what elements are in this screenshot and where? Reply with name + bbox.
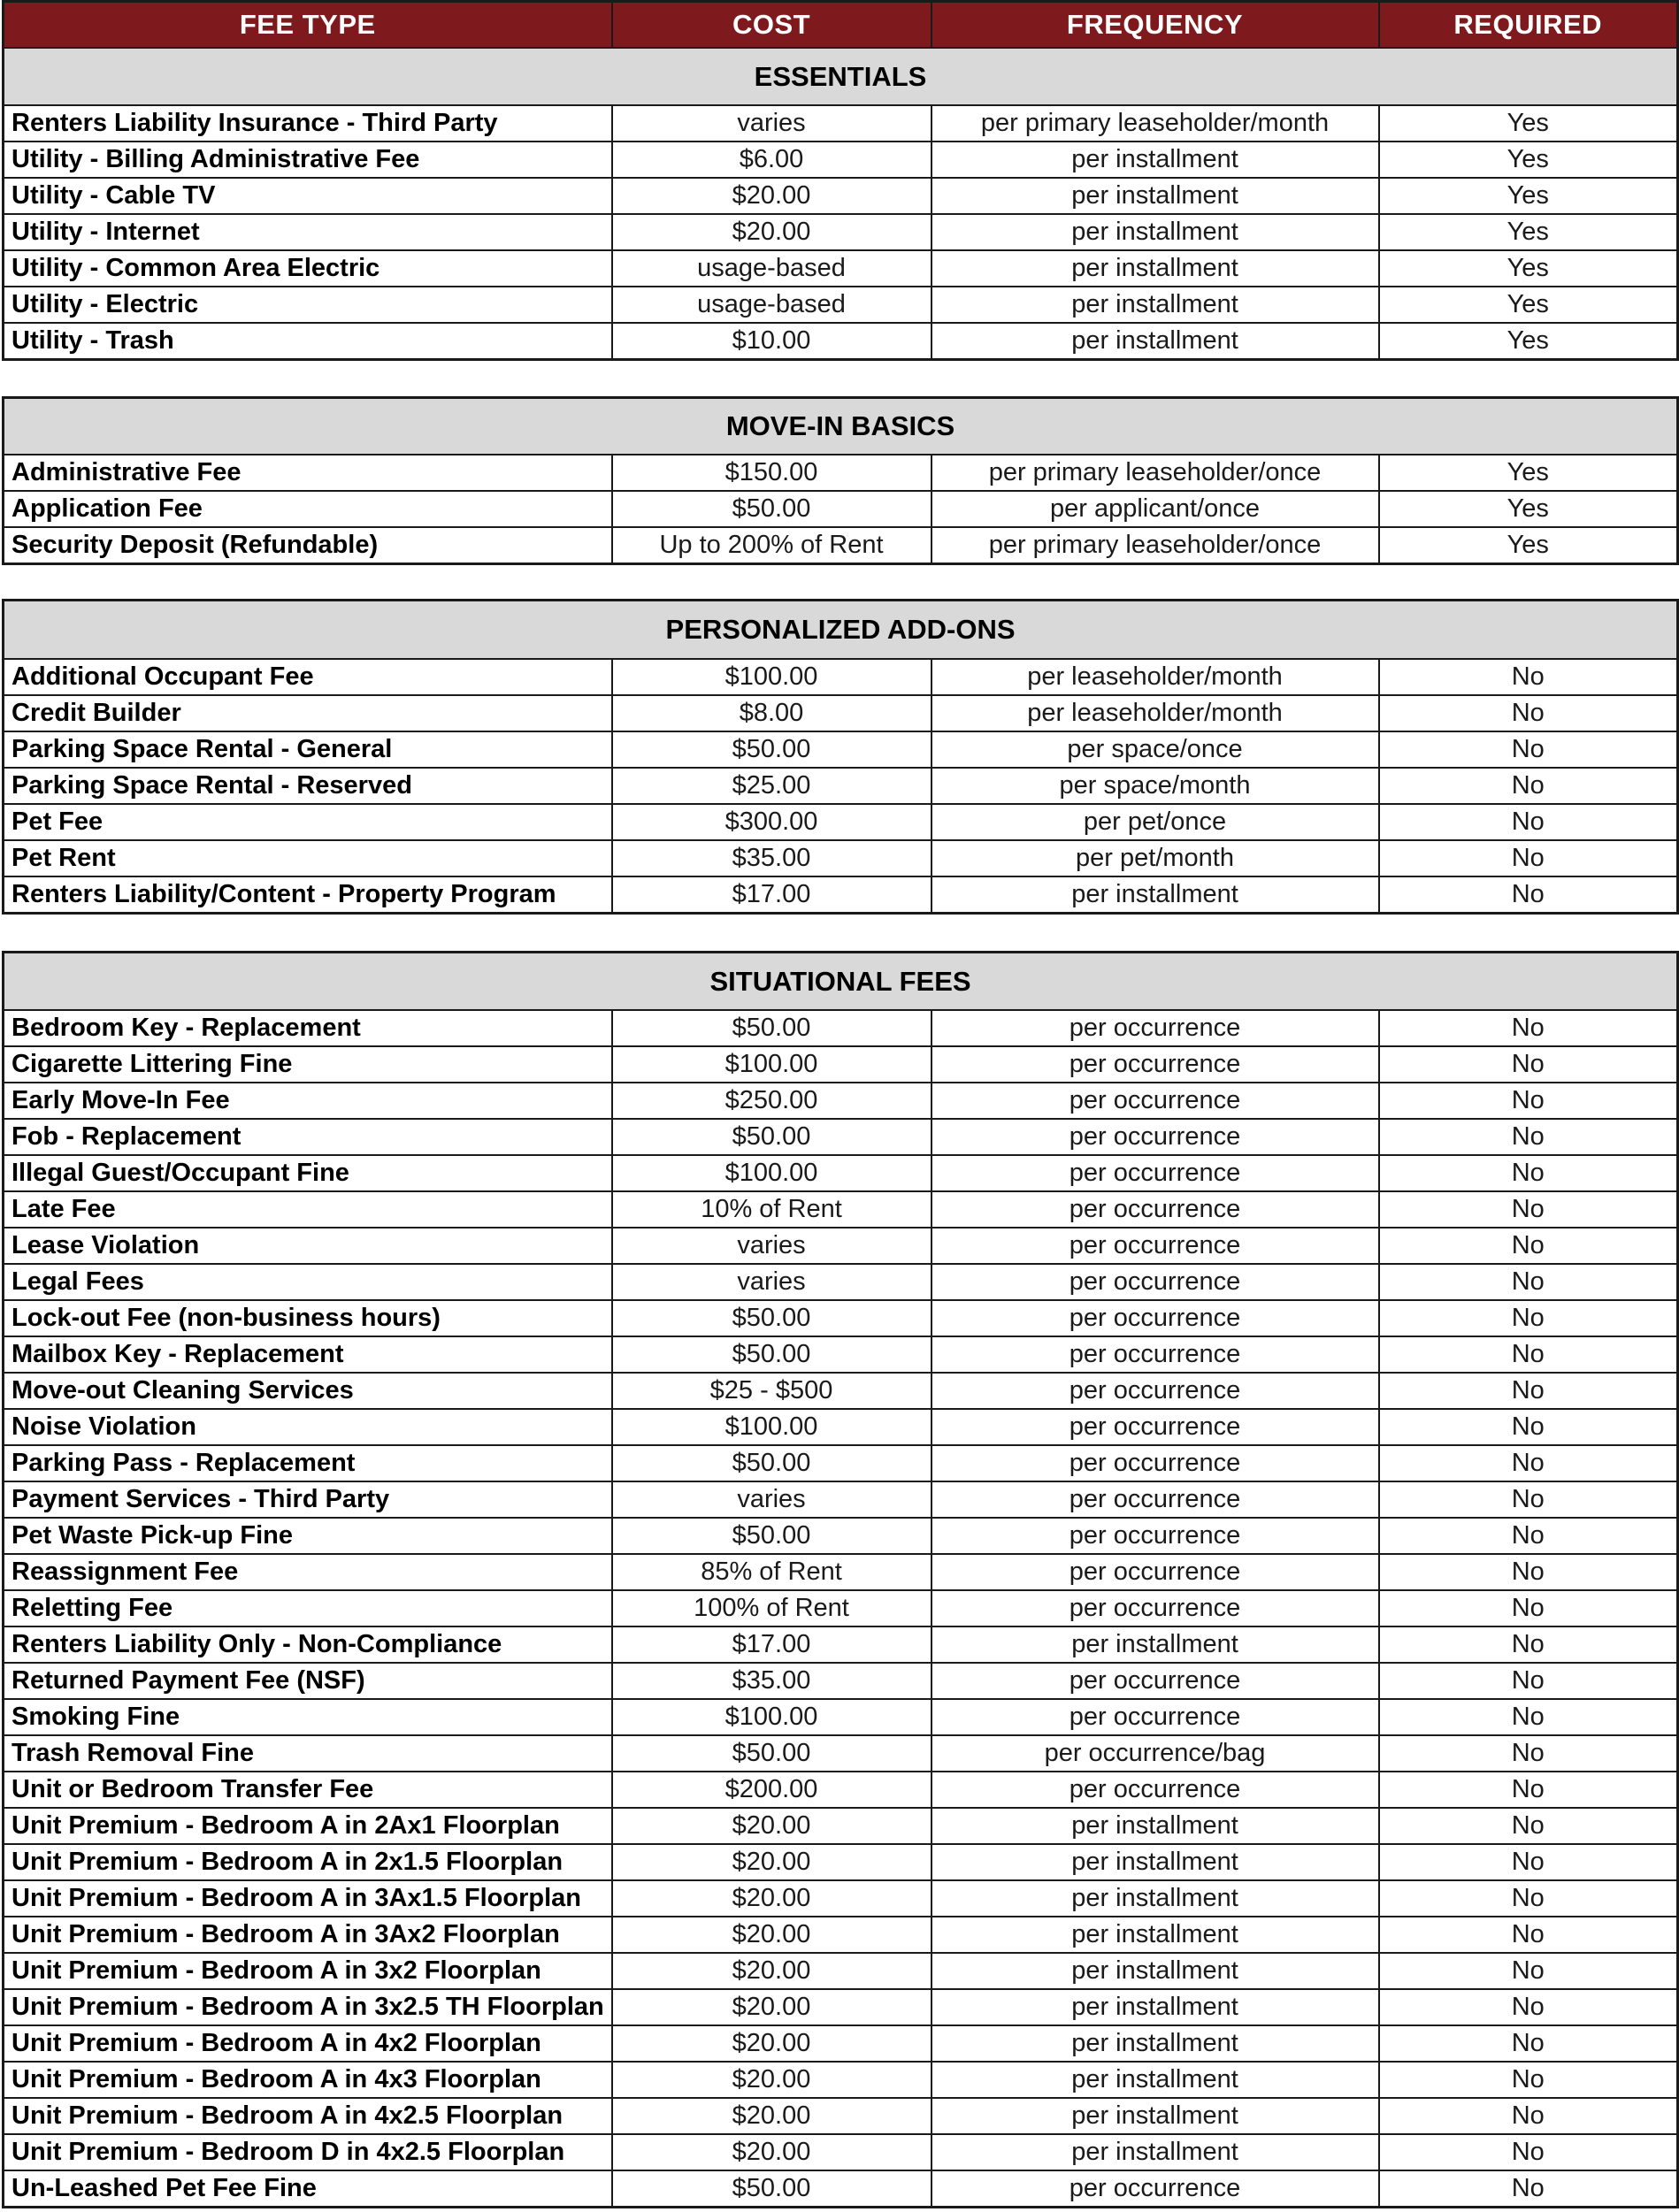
section-table-situational-fees bbox=[2, 951, 1679, 2208]
frequency-cell: per occurrence bbox=[932, 1046, 1379, 1083]
section-title: MOVE-IN BASICS bbox=[4, 398, 1678, 455]
required-cell: No bbox=[1379, 1481, 1678, 1518]
cost-cell: varies bbox=[612, 105, 932, 142]
frequency-cell: per installment bbox=[932, 2062, 1379, 2098]
cost-cell: $150.00 bbox=[612, 455, 932, 491]
fee-type-cell: Unit Premium - Bedroom A in 4x2.5 Floorplan bbox=[4, 2098, 612, 2134]
cost-cell: varies bbox=[612, 1264, 932, 1300]
fee-type-cell: Renters Liability Only - Non-Compliance bbox=[4, 1626, 612, 1663]
cost-cell: $50.00 bbox=[612, 491, 932, 527]
required-cell: No bbox=[1379, 1373, 1678, 1409]
section-title-row bbox=[4, 398, 1678, 455]
frequency-cell: per installment bbox=[932, 323, 1379, 360]
frequency-cell: per pet/once bbox=[932, 804, 1379, 840]
fee-type-cell: Pet Waste Pick-up Fine bbox=[4, 1518, 612, 1554]
section-rows bbox=[4, 455, 1678, 564]
section-title-row bbox=[4, 953, 1678, 1011]
frequency-cell: per occurrence bbox=[932, 1554, 1379, 1590]
fee-row bbox=[4, 491, 1678, 527]
fee-type-cell: Reletting Fee bbox=[4, 1590, 612, 1626]
frequency-cell: per installment bbox=[932, 1880, 1379, 1917]
frequency-cell: per occurrence bbox=[932, 1119, 1379, 1155]
fee-type-cell: Credit Builder bbox=[4, 695, 612, 731]
required-cell: Yes bbox=[1379, 214, 1678, 250]
fee-row bbox=[4, 1554, 1678, 1590]
cost-cell: Up to 200% of Rent bbox=[612, 527, 932, 564]
required-cell: No bbox=[1379, 1336, 1678, 1373]
fee-type-cell: Un-Leashed Pet Fee Fine bbox=[4, 2170, 612, 2208]
section-rows bbox=[4, 105, 1678, 360]
section-title: ESSENTIALS bbox=[4, 48, 1678, 105]
fee-row bbox=[4, 1191, 1678, 1228]
cost-cell: $20.00 bbox=[612, 1917, 932, 1953]
required-cell: No bbox=[1379, 768, 1678, 804]
cost-cell: $50.00 bbox=[612, 1300, 932, 1336]
frequency-cell: per installment bbox=[932, 287, 1379, 323]
required-cell: No bbox=[1379, 1590, 1678, 1626]
frequency-cell: per installment bbox=[932, 250, 1379, 287]
frequency-cell: per installment bbox=[932, 1917, 1379, 1953]
cost-cell: $300.00 bbox=[612, 804, 932, 840]
frequency-cell: per occurrence bbox=[932, 2170, 1379, 2208]
required-cell: No bbox=[1379, 1772, 1678, 1808]
required-cell: No bbox=[1379, 695, 1678, 731]
fee-row bbox=[4, 1844, 1678, 1880]
fee-type-cell: Legal Fees bbox=[4, 1264, 612, 1300]
fee-type-cell: Unit Premium - Bedroom A in 3Ax1.5 Floorplan bbox=[4, 1880, 612, 1917]
required-cell: Yes bbox=[1379, 105, 1678, 142]
frequency-cell: per installment bbox=[932, 1844, 1379, 1880]
fee-row bbox=[4, 250, 1678, 287]
cost-cell: usage-based bbox=[612, 287, 932, 323]
frequency-cell: per installment bbox=[932, 178, 1379, 214]
required-cell: No bbox=[1379, 1735, 1678, 1772]
fee-row bbox=[4, 527, 1678, 564]
frequency-cell: per installment bbox=[932, 2025, 1379, 2062]
header-frequency: FREQUENCY bbox=[932, 2, 1379, 49]
required-cell: No bbox=[1379, 2170, 1678, 2208]
frequency-cell: per installment bbox=[932, 214, 1379, 250]
fee-type-cell: Lock-out Fee (non-business hours) bbox=[4, 1300, 612, 1336]
fee-row bbox=[4, 1989, 1678, 2025]
fee-type-cell: Smoking Fine bbox=[4, 1699, 612, 1735]
frequency-cell: per occurrence bbox=[932, 1772, 1379, 1808]
fee-type-cell: Returned Payment Fee (NSF) bbox=[4, 1663, 612, 1699]
frequency-cell: per occurrence bbox=[932, 1699, 1379, 1735]
section-title-row bbox=[4, 601, 1678, 660]
fee-type-cell: Pet Rent bbox=[4, 840, 612, 876]
required-cell: No bbox=[1379, 1699, 1678, 1735]
column-header-row bbox=[4, 2, 1678, 49]
fee-type-cell: Application Fee bbox=[4, 491, 612, 527]
fee-type-cell: Unit Premium - Bedroom A in 3x2 Floorplan bbox=[4, 1953, 612, 1989]
fee-row bbox=[4, 1300, 1678, 1336]
required-cell: No bbox=[1379, 1119, 1678, 1155]
frequency-cell: per leaseholder/month bbox=[932, 695, 1379, 731]
cost-cell: $50.00 bbox=[612, 1336, 932, 1373]
fee-row bbox=[4, 1264, 1678, 1300]
fee-row bbox=[4, 1155, 1678, 1191]
required-cell: No bbox=[1379, 1844, 1678, 1880]
required-cell: No bbox=[1379, 1010, 1678, 1046]
fee-row bbox=[4, 455, 1678, 491]
fee-type-cell: Utility - Common Area Electric bbox=[4, 250, 612, 287]
fee-row bbox=[4, 287, 1678, 323]
cost-cell: $250.00 bbox=[612, 1083, 932, 1119]
fee-row bbox=[4, 1808, 1678, 1844]
required-cell: No bbox=[1379, 876, 1678, 914]
section-title: SITUATIONAL FEES bbox=[4, 953, 1678, 1011]
fee-row bbox=[4, 876, 1678, 914]
header-required: REQUIRED bbox=[1379, 2, 1678, 49]
fee-row bbox=[4, 804, 1678, 840]
cost-cell: $25.00 bbox=[612, 768, 932, 804]
frequency-cell: per primary leaseholder/once bbox=[932, 527, 1379, 564]
fee-row bbox=[4, 731, 1678, 768]
cost-cell: $50.00 bbox=[612, 2170, 932, 2208]
fee-row bbox=[4, 2134, 1678, 2170]
frequency-cell: per installment bbox=[932, 142, 1379, 178]
required-cell: Yes bbox=[1379, 287, 1678, 323]
required-cell: No bbox=[1379, 2025, 1678, 2062]
fee-type-cell: Fob - Replacement bbox=[4, 1119, 612, 1155]
frequency-cell: per occurrence bbox=[932, 1663, 1379, 1699]
fee-type-cell: Mailbox Key - Replacement bbox=[4, 1336, 612, 1373]
frequency-cell: per occurrence bbox=[932, 1155, 1379, 1191]
required-cell: No bbox=[1379, 1880, 1678, 1917]
required-cell: No bbox=[1379, 2098, 1678, 2134]
cost-cell: $100.00 bbox=[612, 1155, 932, 1191]
required-cell: Yes bbox=[1379, 455, 1678, 491]
fee-type-cell: Renters Liability Insurance - Third Party bbox=[4, 105, 612, 142]
fee-type-cell: Unit Premium - Bedroom A in 3Ax2 Floorplan bbox=[4, 1917, 612, 1953]
fee-type-cell: Security Deposit (Refundable) bbox=[4, 527, 612, 564]
frequency-cell: per occurrence bbox=[932, 1481, 1379, 1518]
fee-row bbox=[4, 1518, 1678, 1554]
frequency-cell: per applicant/once bbox=[932, 491, 1379, 527]
fee-type-cell: Unit Premium - Bedroom A in 3x2.5 TH Floorplan bbox=[4, 1989, 612, 2025]
required-cell: No bbox=[1379, 1155, 1678, 1191]
section-table-move-in-basics bbox=[2, 396, 1679, 565]
required-cell: No bbox=[1379, 804, 1678, 840]
required-cell: Yes bbox=[1379, 142, 1678, 178]
cost-cell: $20.00 bbox=[612, 1844, 932, 1880]
fee-row bbox=[4, 1590, 1678, 1626]
cost-cell: $50.00 bbox=[612, 1119, 932, 1155]
fee-row bbox=[4, 1373, 1678, 1409]
cost-cell: $20.00 bbox=[612, 214, 932, 250]
frequency-cell: per occurrence/bag bbox=[932, 1735, 1379, 1772]
fee-row bbox=[4, 2098, 1678, 2134]
required-cell: No bbox=[1379, 1626, 1678, 1663]
fee-type-cell: Renters Liability/Content - Property Program bbox=[4, 876, 612, 914]
cost-cell: $100.00 bbox=[612, 1409, 932, 1445]
frequency-cell: per space/month bbox=[932, 768, 1379, 804]
section-title: PERSONALIZED ADD-ONS bbox=[4, 601, 1678, 660]
header-cost: COST bbox=[612, 2, 932, 49]
fee-row bbox=[4, 1880, 1678, 1917]
section-table-personalized-add-ons bbox=[2, 599, 1679, 915]
frequency-cell: per occurrence bbox=[932, 1445, 1379, 1481]
fee-type-cell: Additional Occupant Fee bbox=[4, 659, 612, 695]
required-cell: No bbox=[1379, 1191, 1678, 1228]
cost-cell: 10% of Rent bbox=[612, 1191, 932, 1228]
required-cell: No bbox=[1379, 1409, 1678, 1445]
frequency-cell: per occurrence bbox=[932, 1300, 1379, 1336]
frequency-cell: per installment bbox=[932, 1953, 1379, 1989]
frequency-cell: per occurrence bbox=[932, 1264, 1379, 1300]
fee-row bbox=[4, 1481, 1678, 1518]
required-cell: No bbox=[1379, 1518, 1678, 1554]
fee-row bbox=[4, 840, 1678, 876]
fee-type-cell: Parking Pass - Replacement bbox=[4, 1445, 612, 1481]
fee-row bbox=[4, 1699, 1678, 1735]
required-cell: Yes bbox=[1379, 491, 1678, 527]
fee-type-cell: Pet Fee bbox=[4, 804, 612, 840]
required-cell: No bbox=[1379, 840, 1678, 876]
fee-type-cell: Administrative Fee bbox=[4, 455, 612, 491]
frequency-cell: per installment bbox=[932, 1808, 1379, 1844]
frequency-cell: per space/once bbox=[932, 731, 1379, 768]
cost-cell: $35.00 bbox=[612, 1663, 932, 1699]
cost-cell: $100.00 bbox=[612, 1046, 932, 1083]
fee-type-cell: Unit Premium - Bedroom D in 4x2.5 Floorplan bbox=[4, 2134, 612, 2170]
required-cell: Yes bbox=[1379, 178, 1678, 214]
frequency-cell: per installment bbox=[932, 1626, 1379, 1663]
fee-row bbox=[4, 1445, 1678, 1481]
required-cell: No bbox=[1379, 1046, 1678, 1083]
frequency-cell: per occurrence bbox=[932, 1191, 1379, 1228]
required-cell: Yes bbox=[1379, 250, 1678, 287]
required-cell: Yes bbox=[1379, 527, 1678, 564]
fee-type-cell: Utility - Cable TV bbox=[4, 178, 612, 214]
cost-cell: $20.00 bbox=[612, 2134, 932, 2170]
cost-cell: $50.00 bbox=[612, 1010, 932, 1046]
cost-cell: $20.00 bbox=[612, 2098, 932, 2134]
fee-type-cell: Unit Premium - Bedroom A in 2x1.5 Floorplan bbox=[4, 1844, 612, 1880]
cost-cell: $35.00 bbox=[612, 840, 932, 876]
fee-type-cell: Cigarette Littering Fine bbox=[4, 1046, 612, 1083]
cost-cell: $20.00 bbox=[612, 2025, 932, 2062]
fee-row bbox=[4, 1953, 1678, 1989]
fee-row bbox=[4, 1228, 1678, 1264]
required-cell: No bbox=[1379, 1445, 1678, 1481]
fee-type-cell: Utility - Internet bbox=[4, 214, 612, 250]
fee-row bbox=[4, 1917, 1678, 1953]
frequency-cell: per occurrence bbox=[932, 1409, 1379, 1445]
required-cell: No bbox=[1379, 1663, 1678, 1699]
required-cell: No bbox=[1379, 2134, 1678, 2170]
cost-cell: $17.00 bbox=[612, 1626, 932, 1663]
fee-row bbox=[4, 214, 1678, 250]
cost-cell: 85% of Rent bbox=[612, 1554, 932, 1590]
fee-type-cell: Lease Violation bbox=[4, 1228, 612, 1264]
fee-type-cell: Early Move-In Fee bbox=[4, 1083, 612, 1119]
cost-cell: $25 - $500 bbox=[612, 1373, 932, 1409]
cost-cell: $50.00 bbox=[612, 1518, 932, 1554]
frequency-cell: per occurrence bbox=[932, 1590, 1379, 1626]
required-cell: No bbox=[1379, 1300, 1678, 1336]
cost-cell: varies bbox=[612, 1228, 932, 1264]
fee-type-cell: Utility - Electric bbox=[4, 287, 612, 323]
fee-type-cell: Noise Violation bbox=[4, 1409, 612, 1445]
cost-cell: $20.00 bbox=[612, 1953, 932, 1989]
required-cell: No bbox=[1379, 1228, 1678, 1264]
cost-cell: $50.00 bbox=[612, 1735, 932, 1772]
frequency-cell: per installment bbox=[932, 2098, 1379, 2134]
fee-type-cell: Unit Premium - Bedroom A in 4x2 Floorplan bbox=[4, 2025, 612, 2062]
fee-row bbox=[4, 105, 1678, 142]
frequency-cell: per installment bbox=[932, 876, 1379, 914]
cost-cell: 100% of Rent bbox=[612, 1590, 932, 1626]
required-cell: No bbox=[1379, 731, 1678, 768]
cost-cell: usage-based bbox=[612, 250, 932, 287]
frequency-cell: per leaseholder/month bbox=[932, 659, 1379, 695]
cost-cell: $10.00 bbox=[612, 323, 932, 360]
fee-row bbox=[4, 1772, 1678, 1808]
required-cell: No bbox=[1379, 1989, 1678, 2025]
fee-type-cell: Payment Services - Third Party bbox=[4, 1481, 612, 1518]
fee-row bbox=[4, 1663, 1678, 1699]
fee-type-cell: Utility - Billing Administrative Fee bbox=[4, 142, 612, 178]
fee-type-cell: Illegal Guest/Occupant Fine bbox=[4, 1155, 612, 1191]
frequency-cell: per occurrence bbox=[932, 1373, 1379, 1409]
required-cell: No bbox=[1379, 1554, 1678, 1590]
fee-row bbox=[4, 1409, 1678, 1445]
fee-row bbox=[4, 2170, 1678, 2208]
cost-cell: $50.00 bbox=[612, 731, 932, 768]
fee-type-cell: Reassignment Fee bbox=[4, 1554, 612, 1590]
fee-type-cell: Parking Space Rental - General bbox=[4, 731, 612, 768]
cost-cell: $200.00 bbox=[612, 1772, 932, 1808]
required-cell: No bbox=[1379, 1264, 1678, 1300]
fee-row bbox=[4, 1626, 1678, 1663]
fee-row bbox=[4, 1119, 1678, 1155]
frequency-cell: per occurrence bbox=[932, 1336, 1379, 1373]
fee-type-cell: Parking Space Rental - Reserved bbox=[4, 768, 612, 804]
required-cell: No bbox=[1379, 1083, 1678, 1119]
cost-cell: $6.00 bbox=[612, 142, 932, 178]
cost-cell: $50.00 bbox=[612, 1445, 932, 1481]
frequency-cell: per installment bbox=[932, 2134, 1379, 2170]
cost-cell: $20.00 bbox=[612, 178, 932, 214]
fee-row bbox=[4, 142, 1678, 178]
frequency-cell: per primary leaseholder/once bbox=[932, 455, 1379, 491]
cost-cell: $100.00 bbox=[612, 659, 932, 695]
required-cell: No bbox=[1379, 659, 1678, 695]
required-cell: No bbox=[1379, 2062, 1678, 2098]
required-cell: No bbox=[1379, 1808, 1678, 1844]
fee-type-cell: Move-out Cleaning Services bbox=[4, 1373, 612, 1409]
fee-row bbox=[4, 323, 1678, 360]
cost-cell: $17.00 bbox=[612, 876, 932, 914]
frequency-cell: per primary leaseholder/month bbox=[932, 105, 1379, 142]
fee-row bbox=[4, 1735, 1678, 1772]
fee-type-cell: Unit or Bedroom Transfer Fee bbox=[4, 1772, 612, 1808]
required-cell: No bbox=[1379, 1953, 1678, 1989]
fee-type-cell: Unit Premium - Bedroom A in 4x3 Floorplan bbox=[4, 2062, 612, 2098]
cost-cell: $20.00 bbox=[612, 1989, 932, 2025]
fee-row bbox=[4, 1083, 1678, 1119]
cost-cell: $20.00 bbox=[612, 1880, 932, 1917]
fee-row bbox=[4, 659, 1678, 695]
required-cell: Yes bbox=[1379, 323, 1678, 360]
section-rows bbox=[4, 659, 1678, 914]
fee-row bbox=[4, 768, 1678, 804]
fee-row bbox=[4, 1010, 1678, 1046]
cost-cell: $8.00 bbox=[612, 695, 932, 731]
frequency-cell: per occurrence bbox=[932, 1228, 1379, 1264]
frequency-cell: per pet/month bbox=[932, 840, 1379, 876]
fee-row bbox=[4, 2062, 1678, 2098]
cost-cell: $100.00 bbox=[612, 1699, 932, 1735]
cost-cell: $20.00 bbox=[612, 2062, 932, 2098]
frequency-cell: per installment bbox=[932, 1989, 1379, 2025]
fee-row bbox=[4, 2025, 1678, 2062]
header-fee-type: FEE TYPE bbox=[4, 2, 612, 49]
fee-row bbox=[4, 1046, 1678, 1083]
cost-cell: varies bbox=[612, 1481, 932, 1518]
fee-type-cell: Late Fee bbox=[4, 1191, 612, 1228]
fee-type-cell: Unit Premium - Bedroom A in 2Ax1 Floorplan bbox=[4, 1808, 612, 1844]
section-rows bbox=[4, 1010, 1678, 2208]
cost-cell: $20.00 bbox=[612, 1808, 932, 1844]
fee-row bbox=[4, 1336, 1678, 1373]
fee-type-cell: Trash Removal Fine bbox=[4, 1735, 612, 1772]
frequency-cell: per occurrence bbox=[932, 1518, 1379, 1554]
fee-type-cell: Bedroom Key - Replacement bbox=[4, 1010, 612, 1046]
fee-row bbox=[4, 695, 1678, 731]
section-table-essentials bbox=[2, 0, 1679, 361]
required-cell: No bbox=[1379, 1917, 1678, 1953]
section-title-row bbox=[4, 48, 1678, 105]
frequency-cell: per occurrence bbox=[932, 1083, 1379, 1119]
frequency-cell: per occurrence bbox=[932, 1010, 1379, 1046]
fee-type-cell: Utility - Trash bbox=[4, 323, 612, 360]
fee-row bbox=[4, 178, 1678, 214]
